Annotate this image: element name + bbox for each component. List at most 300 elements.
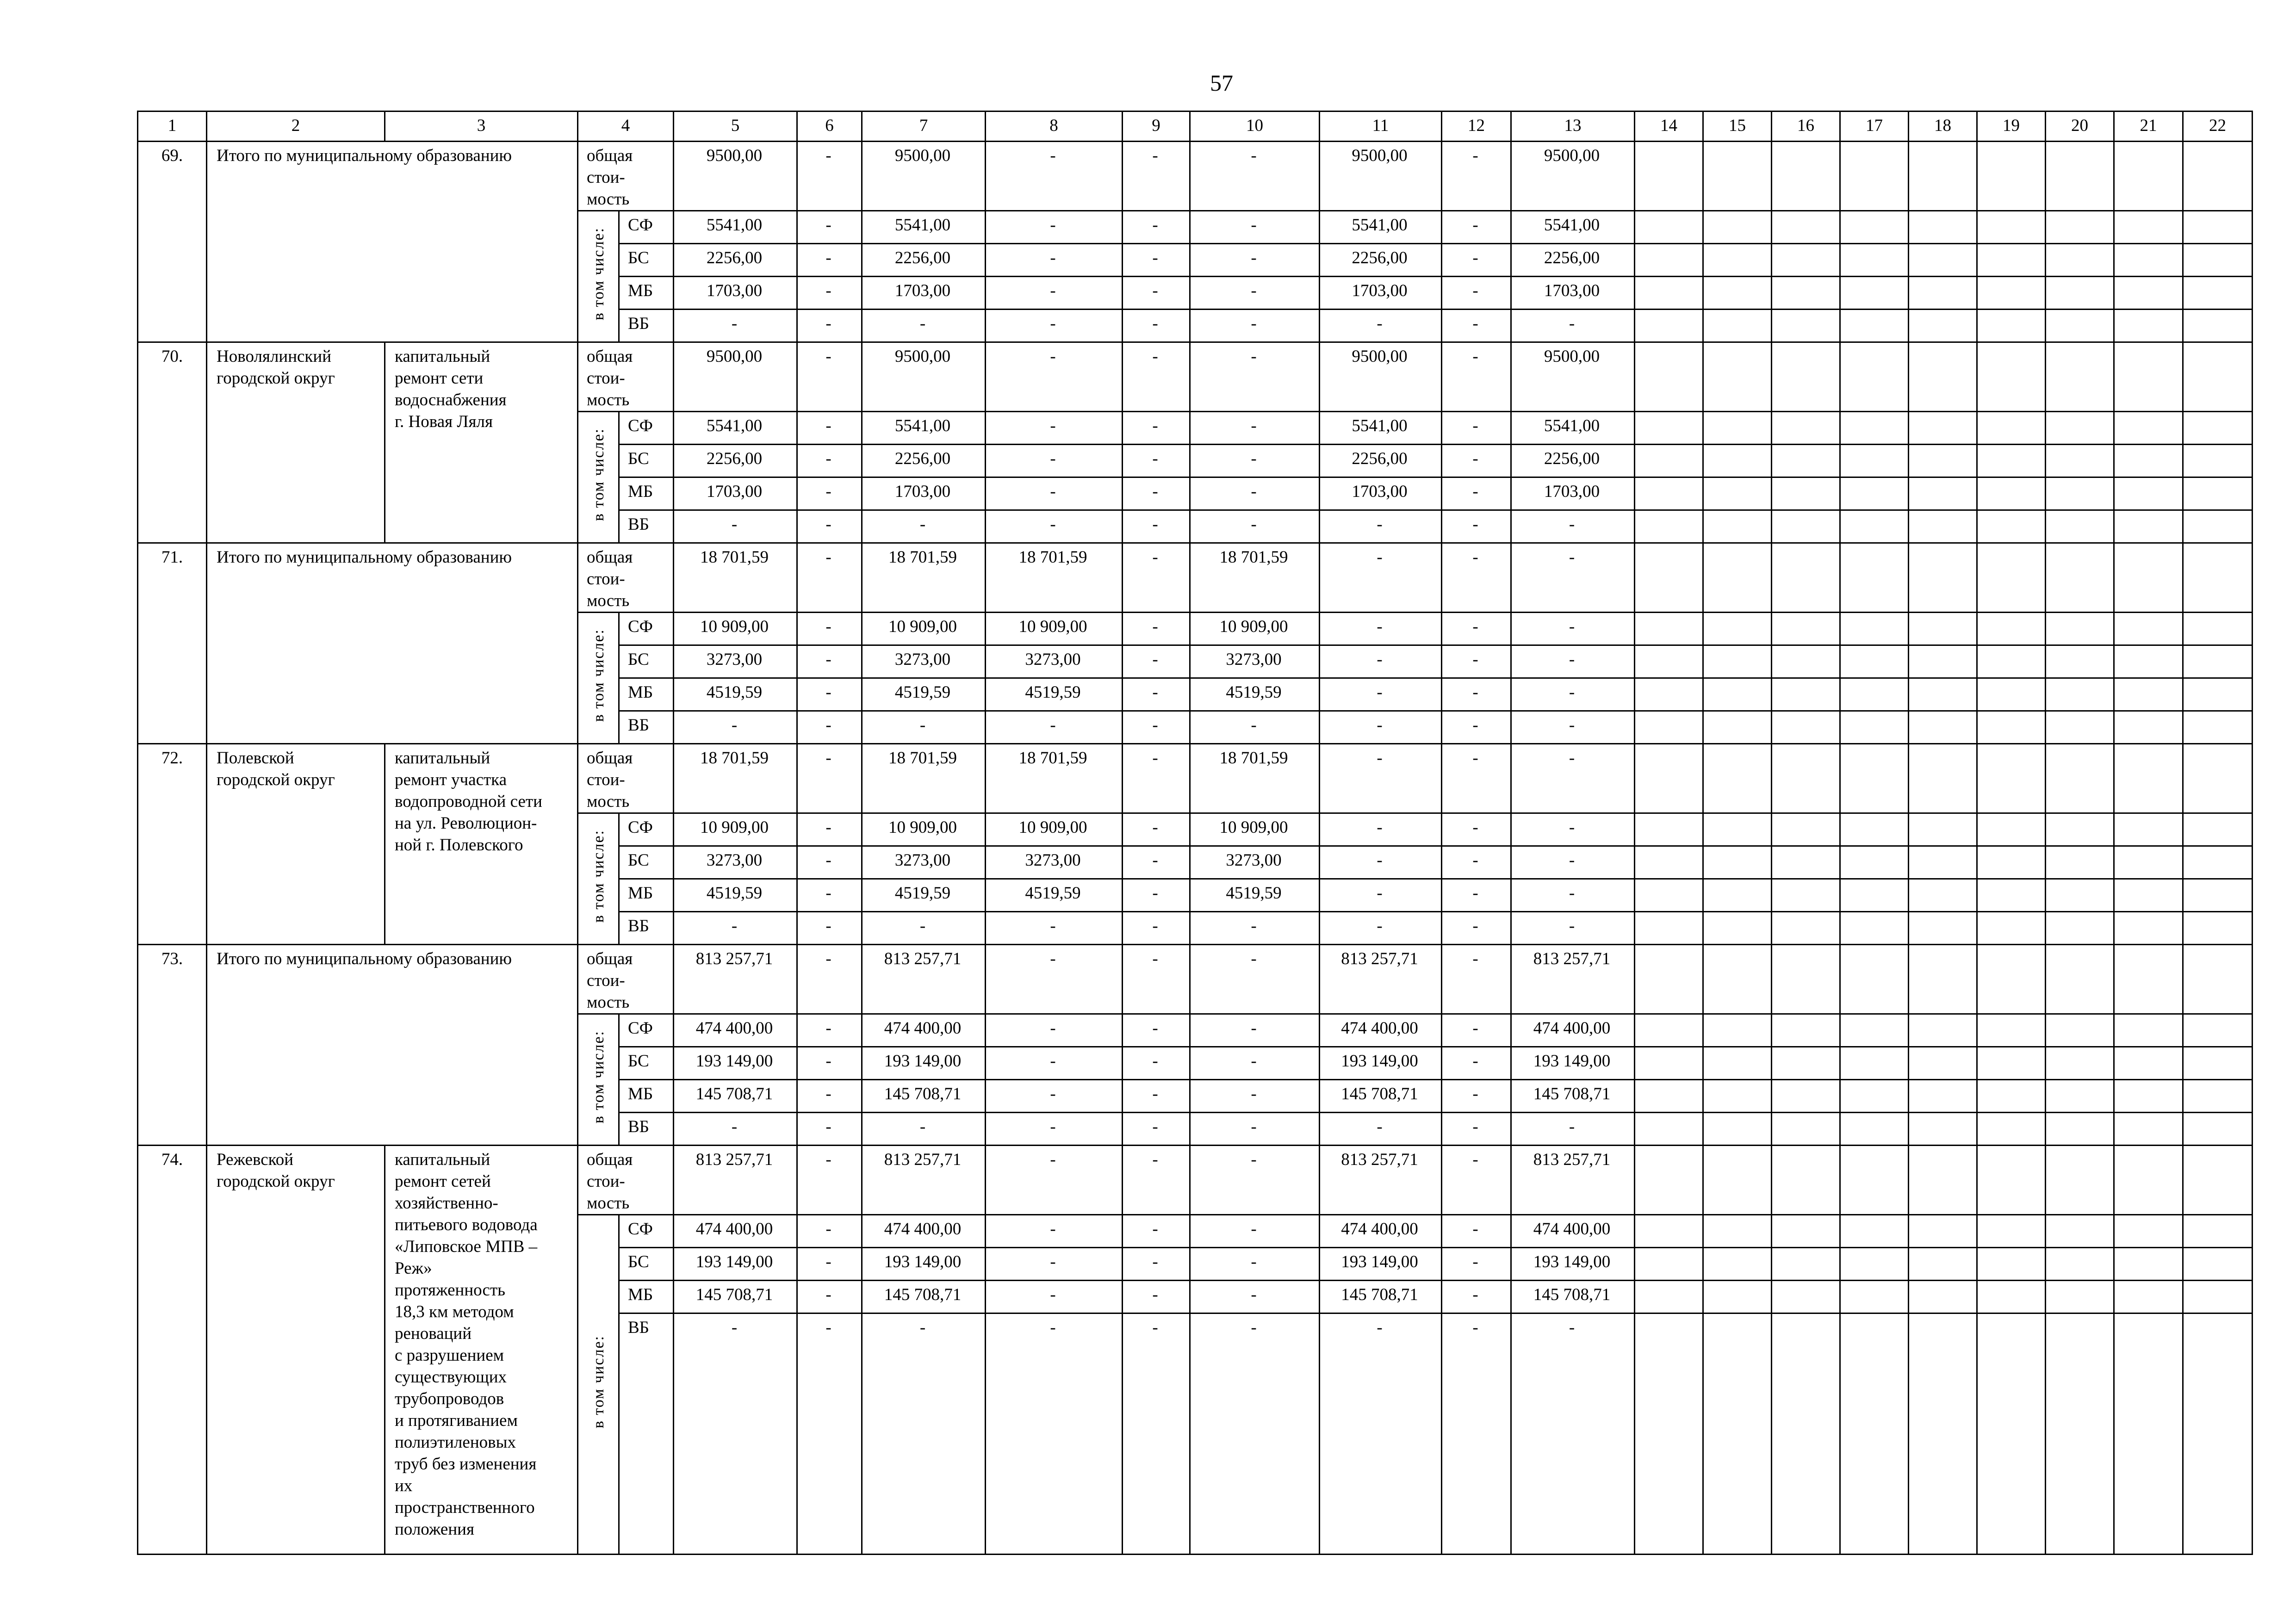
value-cell: - (797, 711, 862, 744)
value-cell: - (1511, 1113, 1635, 1146)
empty-cell (1635, 445, 1703, 477)
column-header: 5 (674, 112, 797, 142)
value-cell: - (1442, 645, 1511, 678)
empty-cell (1703, 613, 1772, 645)
empty-cell (2183, 477, 2253, 510)
value-cell: 474 400,00 (1511, 1014, 1635, 1047)
empty-cell (1703, 342, 1772, 412)
value-cell: - (986, 711, 1123, 744)
empty-cell (1840, 477, 1909, 510)
table-body (138, 112, 2253, 1555)
value-cell: 813 257,71 (862, 1146, 986, 1215)
empty-cell (2183, 1313, 2253, 1555)
empty-cell (1703, 310, 1772, 342)
value-cell: 5541,00 (674, 211, 797, 244)
empty-cell (2114, 1047, 2183, 1080)
value-cell: 3273,00 (674, 846, 797, 879)
empty-cell (1772, 879, 1840, 912)
empty-cell (2114, 813, 2183, 846)
empty-cell (1703, 879, 1772, 912)
empty-cell (2183, 711, 2253, 744)
column-header: 15 (1703, 112, 1772, 142)
funding-source-label: ВБ (619, 912, 674, 945)
value-cell: 1703,00 (862, 277, 986, 310)
empty-cell (1703, 1248, 1772, 1281)
empty-cell (1703, 1113, 1772, 1146)
empty-cell (2114, 1281, 2183, 1313)
value-cell: 10 909,00 (862, 813, 986, 846)
empty-cell (2046, 912, 2114, 945)
empty-cell (1635, 1146, 1703, 1215)
value-cell: 2256,00 (1511, 445, 1635, 477)
empty-cell (1909, 912, 1977, 945)
value-cell: - (674, 510, 797, 543)
value-cell: - (1320, 744, 1442, 813)
empty-cell (1635, 510, 1703, 543)
column-header: 16 (1772, 112, 1840, 142)
value-cell: - (1190, 1248, 1320, 1281)
value-cell: - (1123, 945, 1190, 1014)
empty-cell (2046, 846, 2114, 879)
column-header: 21 (2114, 112, 2183, 142)
empty-cell (1909, 342, 1977, 412)
empty-cell (1703, 1313, 1772, 1555)
project-description: капитальный ремонт сети водоснабжения г. Новая Ляля (385, 342, 578, 543)
empty-cell (1977, 945, 2046, 1014)
value-cell: - (1511, 1313, 1635, 1555)
empty-cell (2046, 342, 2114, 412)
value-cell: - (1123, 244, 1190, 277)
value-cell: 2256,00 (862, 244, 986, 277)
value-cell: - (1123, 1248, 1190, 1281)
value-cell: 193 149,00 (1511, 1047, 1635, 1080)
empty-cell (1909, 277, 1977, 310)
empty-cell (1635, 813, 1703, 846)
header-row (138, 112, 2253, 142)
empty-cell (2114, 211, 2183, 244)
including-text: в том числе: (590, 427, 607, 521)
value-cell: - (797, 813, 862, 846)
including-text: в том числе: (590, 628, 607, 722)
value-cell: 4519,59 (862, 678, 986, 711)
value-cell: 5541,00 (1320, 412, 1442, 445)
empty-cell (1909, 645, 1977, 678)
value-cell: - (1123, 645, 1190, 678)
value-cell: - (1442, 846, 1511, 879)
value-cell: 145 708,71 (1320, 1281, 1442, 1313)
value-cell: - (1442, 1113, 1511, 1146)
value-cell: 5541,00 (674, 412, 797, 445)
value-cell: 1703,00 (674, 477, 797, 510)
value-cell: - (1190, 1047, 1320, 1080)
empty-cell (2114, 342, 2183, 412)
including-text: в том числе: (590, 1335, 607, 1429)
empty-cell (1703, 477, 1772, 510)
including-label (578, 613, 619, 744)
value-cell: 10 909,00 (986, 613, 1123, 645)
value-cell: 18 701,59 (674, 744, 797, 813)
empty-cell (2114, 645, 2183, 678)
value-cell: - (797, 846, 862, 879)
empty-cell (2114, 912, 2183, 945)
empty-cell (1772, 211, 1840, 244)
empty-cell (2114, 945, 2183, 1014)
empty-cell (2183, 879, 2253, 912)
value-cell: 193 149,00 (1320, 1248, 1442, 1281)
value-cell: - (1123, 1313, 1190, 1555)
value-cell: - (862, 1313, 986, 1555)
empty-cell (1772, 1146, 1840, 1215)
funding-source-label: БС (619, 1248, 674, 1281)
value-cell: - (986, 445, 1123, 477)
value-cell: - (1442, 678, 1511, 711)
column-header: 13 (1511, 112, 1635, 142)
funding-source-label: БС (619, 1047, 674, 1080)
empty-cell (1840, 1014, 1909, 1047)
value-cell: 193 149,00 (862, 1248, 986, 1281)
value-cell: 2256,00 (674, 445, 797, 477)
empty-cell (2183, 1248, 2253, 1281)
empty-cell (1909, 678, 1977, 711)
value-cell: 3273,00 (1190, 645, 1320, 678)
value-cell: 3273,00 (986, 645, 1123, 678)
empty-cell (1635, 1080, 1703, 1113)
value-cell: - (1123, 543, 1190, 613)
empty-cell (2183, 912, 2253, 945)
value-cell: 1703,00 (1320, 277, 1442, 310)
empty-cell (1840, 879, 1909, 912)
value-cell: - (1320, 645, 1442, 678)
value-cell: - (986, 945, 1123, 1014)
empty-cell (2114, 1215, 2183, 1248)
municipality-name: Режевской городской округ (207, 1146, 385, 1555)
project-description: капитальный ремонт участка водопроводной сети на ул. Революцион- ной г. Полевского (385, 744, 578, 945)
value-cell: 474 400,00 (1320, 1215, 1442, 1248)
empty-cell (2046, 1281, 2114, 1313)
empty-cell (2046, 543, 2114, 613)
empty-cell (1772, 244, 1840, 277)
empty-cell (1635, 277, 1703, 310)
empty-cell (2114, 412, 2183, 445)
project-description: капитальный ремонт сетей хозяйственно- питьевого водовода «Липовское МПВ – Реж» протяженность 18,3 км методом реноваций с разрушением существующих трубопроводов и протягиванием полиэтиленовых труб без изменения их пространственного положения (385, 1146, 578, 1555)
value-cell: - (1511, 310, 1635, 342)
general-cost-label: общая стои- мость (578, 142, 674, 211)
value-cell: 10 909,00 (986, 813, 1123, 846)
value-cell: - (986, 1248, 1123, 1281)
empty-cell (1703, 645, 1772, 678)
empty-cell (1840, 412, 1909, 445)
including-label (578, 1215, 619, 1555)
column-header: 2 (207, 112, 385, 142)
value-cell: 9500,00 (674, 142, 797, 211)
empty-cell (2046, 1146, 2114, 1215)
empty-cell (2046, 945, 2114, 1014)
empty-cell (1635, 1281, 1703, 1313)
value-cell: - (1123, 510, 1190, 543)
value-cell: - (1190, 277, 1320, 310)
funding-source-label: ВБ (619, 1113, 674, 1146)
value-cell: 9500,00 (1511, 342, 1635, 412)
value-cell: - (1320, 711, 1442, 744)
including-text: в том числе: (590, 227, 607, 321)
empty-cell (2046, 879, 2114, 912)
empty-cell (2046, 678, 2114, 711)
empty-cell (1977, 277, 2046, 310)
empty-cell (1840, 945, 1909, 1014)
value-cell: - (1123, 142, 1190, 211)
table-row (138, 142, 2253, 211)
empty-cell (1635, 477, 1703, 510)
value-cell: - (862, 1113, 986, 1146)
empty-cell (1977, 142, 2046, 211)
empty-cell (1635, 1215, 1703, 1248)
empty-cell (1840, 1281, 1909, 1313)
value-cell: - (797, 879, 862, 912)
including-label (578, 211, 619, 342)
value-cell: - (797, 310, 862, 342)
empty-cell (1909, 510, 1977, 543)
value-cell: - (797, 342, 862, 412)
value-cell: - (986, 1014, 1123, 1047)
column-header: 20 (2046, 112, 2114, 142)
empty-cell (1703, 1146, 1772, 1215)
value-cell: 2256,00 (674, 244, 797, 277)
value-cell: - (986, 1146, 1123, 1215)
value-cell: - (862, 711, 986, 744)
empty-cell (1909, 744, 1977, 813)
value-cell: - (1190, 510, 1320, 543)
empty-cell (2114, 277, 2183, 310)
empty-cell (1703, 813, 1772, 846)
value-cell: - (1123, 445, 1190, 477)
empty-cell (1909, 1248, 1977, 1281)
funding-source-label: МБ (619, 477, 674, 510)
empty-cell (1635, 912, 1703, 945)
empty-cell (1840, 310, 1909, 342)
value-cell: 145 708,71 (674, 1281, 797, 1313)
empty-cell (1977, 1113, 2046, 1146)
empty-cell (2183, 445, 2253, 477)
empty-cell (1977, 846, 2046, 879)
value-cell: - (1320, 678, 1442, 711)
value-cell: - (986, 277, 1123, 310)
empty-cell (1772, 1215, 1840, 1248)
value-cell: - (1320, 1313, 1442, 1555)
value-cell: - (1123, 342, 1190, 412)
value-cell: - (1123, 912, 1190, 945)
empty-cell (1977, 813, 2046, 846)
empty-cell (2183, 412, 2253, 445)
empty-cell (1977, 477, 2046, 510)
value-cell: - (862, 912, 986, 945)
empty-cell (1703, 1080, 1772, 1113)
empty-cell (2183, 1014, 2253, 1047)
empty-cell (1977, 645, 2046, 678)
funding-source-label: СФ (619, 1014, 674, 1047)
row-number: 71. (138, 543, 207, 744)
total-label: Итого по муниципальному образованию (207, 142, 578, 342)
value-cell: - (797, 912, 862, 945)
empty-cell (1635, 244, 1703, 277)
empty-cell (1909, 445, 1977, 477)
empty-cell (1977, 711, 2046, 744)
value-cell: 18 701,59 (674, 543, 797, 613)
value-cell: 474 400,00 (1511, 1215, 1635, 1248)
empty-cell (2183, 1047, 2253, 1080)
empty-cell (1635, 678, 1703, 711)
empty-cell (2183, 613, 2253, 645)
empty-cell (2183, 1215, 2253, 1248)
empty-cell (2046, 645, 2114, 678)
empty-cell (1703, 211, 1772, 244)
value-cell: - (986, 211, 1123, 244)
empty-cell (1840, 678, 1909, 711)
empty-cell (1840, 813, 1909, 846)
value-cell: - (1442, 1146, 1511, 1215)
value-cell: - (674, 310, 797, 342)
empty-cell (1909, 1014, 1977, 1047)
value-cell: 10 909,00 (674, 813, 797, 846)
column-header: 10 (1190, 112, 1320, 142)
empty-cell (1635, 412, 1703, 445)
value-cell: 145 708,71 (862, 1281, 986, 1313)
empty-cell (1909, 310, 1977, 342)
value-cell: - (797, 678, 862, 711)
empty-cell (1635, 613, 1703, 645)
empty-cell (1909, 543, 1977, 613)
value-cell: - (797, 1146, 862, 1215)
value-cell: - (674, 711, 797, 744)
value-cell: - (1123, 412, 1190, 445)
value-cell: - (1190, 1215, 1320, 1248)
empty-cell (1840, 912, 1909, 945)
empty-cell (1840, 1248, 1909, 1281)
funding-source-label: СФ (619, 813, 674, 846)
value-cell: 4519,59 (1190, 678, 1320, 711)
row-number: 70. (138, 342, 207, 543)
value-cell: 1703,00 (1320, 477, 1442, 510)
value-cell: 10 909,00 (1190, 613, 1320, 645)
value-cell: - (1511, 846, 1635, 879)
empty-cell (2046, 142, 2114, 211)
empty-cell (2114, 613, 2183, 645)
value-cell: 2256,00 (862, 445, 986, 477)
value-cell: - (1123, 1014, 1190, 1047)
value-cell: - (1190, 1146, 1320, 1215)
value-cell: 18 701,59 (862, 744, 986, 813)
value-cell: - (1320, 310, 1442, 342)
column-header: 17 (1840, 112, 1909, 142)
empty-cell (1909, 613, 1977, 645)
value-cell: 193 149,00 (674, 1047, 797, 1080)
empty-cell (1909, 846, 1977, 879)
value-cell: - (986, 1047, 1123, 1080)
value-cell: - (1442, 1248, 1511, 1281)
empty-cell (1703, 412, 1772, 445)
value-cell: - (986, 912, 1123, 945)
empty-cell (1635, 543, 1703, 613)
empty-cell (1977, 244, 2046, 277)
empty-cell (1772, 342, 1840, 412)
empty-cell (2046, 1113, 2114, 1146)
value-cell: - (797, 1281, 862, 1313)
including-label (578, 1014, 619, 1146)
empty-cell (2046, 277, 2114, 310)
value-cell: - (1511, 813, 1635, 846)
empty-cell (1703, 1047, 1772, 1080)
value-cell: 9500,00 (1511, 142, 1635, 211)
empty-cell (1635, 846, 1703, 879)
empty-cell (1840, 1080, 1909, 1113)
empty-cell (1977, 342, 2046, 412)
value-cell: - (986, 244, 1123, 277)
value-cell: 5541,00 (1320, 211, 1442, 244)
value-cell: - (1442, 613, 1511, 645)
value-cell: 10 909,00 (1190, 813, 1320, 846)
empty-cell (1977, 1047, 2046, 1080)
value-cell: - (1320, 912, 1442, 945)
empty-cell (1703, 1215, 1772, 1248)
value-cell: - (1320, 846, 1442, 879)
value-cell: 1703,00 (1511, 277, 1635, 310)
empty-cell (2183, 744, 2253, 813)
value-cell: - (1442, 1047, 1511, 1080)
empty-cell (1909, 879, 1977, 912)
empty-cell (1772, 846, 1840, 879)
empty-cell (1840, 510, 1909, 543)
value-cell: - (1511, 879, 1635, 912)
value-cell: 1703,00 (862, 477, 986, 510)
value-cell: - (1442, 543, 1511, 613)
column-header: 22 (2183, 112, 2253, 142)
value-cell: - (1190, 244, 1320, 277)
value-cell: - (986, 342, 1123, 412)
value-cell: - (1190, 1113, 1320, 1146)
value-cell: - (1123, 1146, 1190, 1215)
value-cell: - (1190, 477, 1320, 510)
empty-cell (1840, 211, 1909, 244)
empty-cell (1635, 945, 1703, 1014)
empty-cell (1977, 412, 2046, 445)
value-cell: - (1511, 613, 1635, 645)
empty-cell (1703, 277, 1772, 310)
empty-cell (2046, 1313, 2114, 1555)
empty-cell (1977, 744, 2046, 813)
value-cell: - (986, 477, 1123, 510)
empty-cell (2114, 1113, 2183, 1146)
empty-cell (2046, 1014, 2114, 1047)
value-cell: 3273,00 (862, 846, 986, 879)
empty-cell (2114, 1313, 2183, 1555)
value-cell: - (797, 613, 862, 645)
empty-cell (1772, 1313, 1840, 1555)
funding-source-label: БС (619, 445, 674, 477)
empty-cell (2183, 342, 2253, 412)
empty-cell (1977, 1215, 2046, 1248)
value-cell: 18 701,59 (862, 543, 986, 613)
empty-cell (1840, 543, 1909, 613)
value-cell: 193 149,00 (674, 1248, 797, 1281)
empty-cell (1772, 1080, 1840, 1113)
value-cell: - (1511, 912, 1635, 945)
general-cost-label: общая стои- мость (578, 543, 674, 613)
empty-cell (1977, 613, 2046, 645)
empty-cell (1703, 912, 1772, 945)
empty-cell (1772, 1248, 1840, 1281)
empty-cell (1909, 412, 1977, 445)
empty-cell (1772, 510, 1840, 543)
value-cell: 18 701,59 (1190, 543, 1320, 613)
